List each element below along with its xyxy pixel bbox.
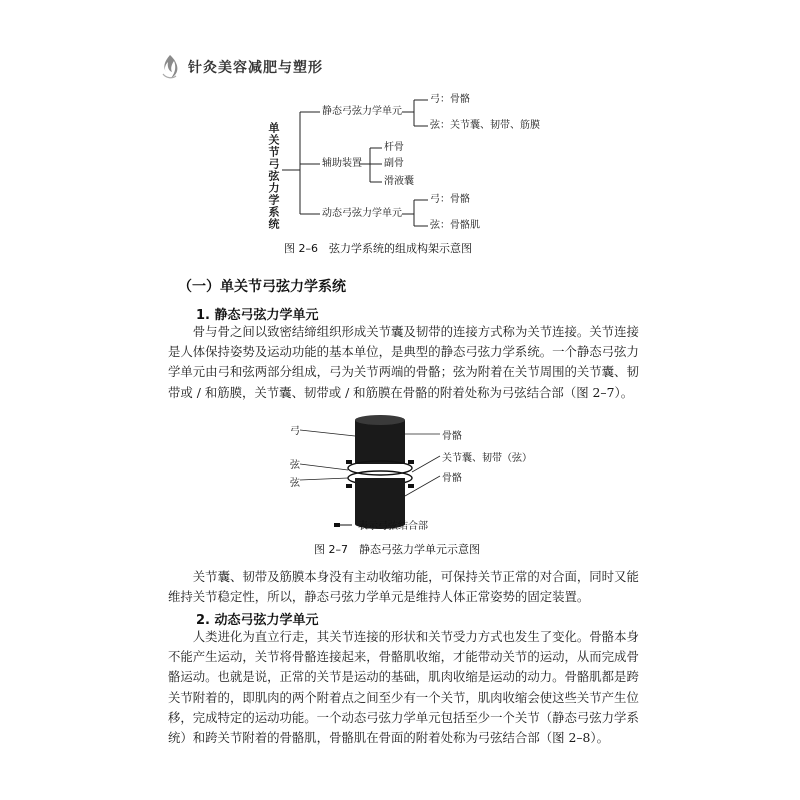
attachment-marker-icon [334, 521, 354, 529]
figure-2-6-tree [262, 92, 582, 242]
paragraph-1-line: 带或 / 和筋膜，关节囊、韧带或 / 和筋膜在骨骼的附着处称为弓弦结合部（图 2–7）。 [168, 384, 634, 400]
paragraph-2-line: 关节囊、韧带及筋膜本身没有主动收缩功能，可保持关节正常的对合面，同时又能 [192, 569, 639, 584]
paragraph-1 [168, 322, 640, 403]
label-string-1: 弦 [290, 460, 300, 471]
joint-cylinders-drawing [280, 414, 530, 534]
paragraph-3-line: 移，完成特定的运动功能。一个动态弓弦力学单元包括至少一个关节（静态弓弦力学系 [168, 709, 639, 725]
paragraph-1-line: 骨与骨之间以致密结缔组织形成关节囊及韧带的连接方式称为关节连接。关节连接 [192, 324, 639, 339]
label-string-2: 弦 [290, 478, 300, 489]
tree-branch-dynamic: 动态弓弦力学单元 [322, 208, 402, 219]
running-head [160, 54, 323, 80]
figure-2-7-legend [334, 517, 428, 532]
tree-leaf-dynamic-bow: 弓：骨骼 [430, 194, 470, 205]
label-bone-bottom: 骨骼 [442, 473, 462, 484]
label-bow: 弓 [290, 426, 300, 437]
tree-leaf-aux-3: 滑液囊 [384, 176, 414, 187]
tree-leaf-static-bow: 弓：骨骼 [430, 94, 470, 105]
paragraph-2 [168, 567, 640, 607]
figure-2-7-diagram [280, 414, 530, 534]
tree-leaf-dynamic-string: 弦：骨骼肌 [430, 220, 480, 231]
label-bone-top: 骨骼 [442, 431, 462, 442]
figure-2-7-caption: 图 2–7 静态弓弦力学单元示意图 [314, 543, 480, 556]
figure-2-6-caption: 图 2–6 弦力学系统的组成构架示意图 [284, 242, 472, 255]
paragraph-3-line: 骼运动。也就是说，正常的关节是运动的基础，肌肉收缩是运动的动力。骨骼肌都是跨 [168, 669, 639, 685]
tree-connectors [262, 92, 582, 242]
section-title: （一）单关节弓弦力学系统 [178, 279, 346, 295]
book-title: 针灸美容减肥与塑形 [188, 60, 323, 76]
tree-leaf-aux-2: 副骨 [384, 158, 404, 169]
label-capsule: 关节囊、韧带（弦） [442, 453, 532, 464]
tree-branch-static: 静态弓弦力学单元 [322, 106, 402, 117]
paragraph-2-line: 维持关节稳定性，所以，静态弓弦力学单元是维持人体正常姿势的固定装置。 [168, 589, 590, 605]
paragraph-3-line: 统）和跨关节附着的骨骼肌，骨骼肌在骨面的附着处称为弓弦结合部（图 2–8）。 [168, 730, 609, 746]
paragraph-1-line: 学单元由弓和弦两部分组成，弓为关节两端的骨骼；弦为附着在关节周围的关节囊、韧 [168, 364, 639, 380]
tree-root-label: 单关节弓弦力学系统 [267, 122, 280, 230]
paragraph-1-line: 是人体保持姿势及运动功能的基本单位，是典型的静态弓弦力学系统。一个静态弓弦力 [168, 344, 639, 360]
flame-logo-icon [160, 54, 180, 80]
subsection-2-title: 2. 动态弓弦力学单元 [196, 613, 319, 628]
legend-text: 表示弓弦结合部 [358, 521, 428, 532]
tree-leaf-aux-1: 杆骨 [384, 142, 404, 153]
tree-branch-aux: 辅助装置 [322, 158, 362, 169]
tree-leaf-static-string: 弦：关节囊、韧带、筋膜 [430, 120, 540, 131]
paragraph-3-line: 关节附着的，即肌肉的两个附着点之间至少有一个关节，肌肉收缩会使这些关节产生位 [168, 689, 639, 705]
paragraph-3 [168, 627, 640, 748]
paragraph-3-line: 不能产生运动，关节将骨骼连接起来，骨骼肌收缩，才能带动关节的运动，从而完成骨 [168, 649, 639, 665]
paragraph-3-line: 人类进化为直立行走，其关节连接的形状和关节受力方式也发生了变化。骨骼本身 [192, 629, 639, 644]
subsection-1-title: 1. 静态弓弦力学单元 [196, 308, 319, 323]
